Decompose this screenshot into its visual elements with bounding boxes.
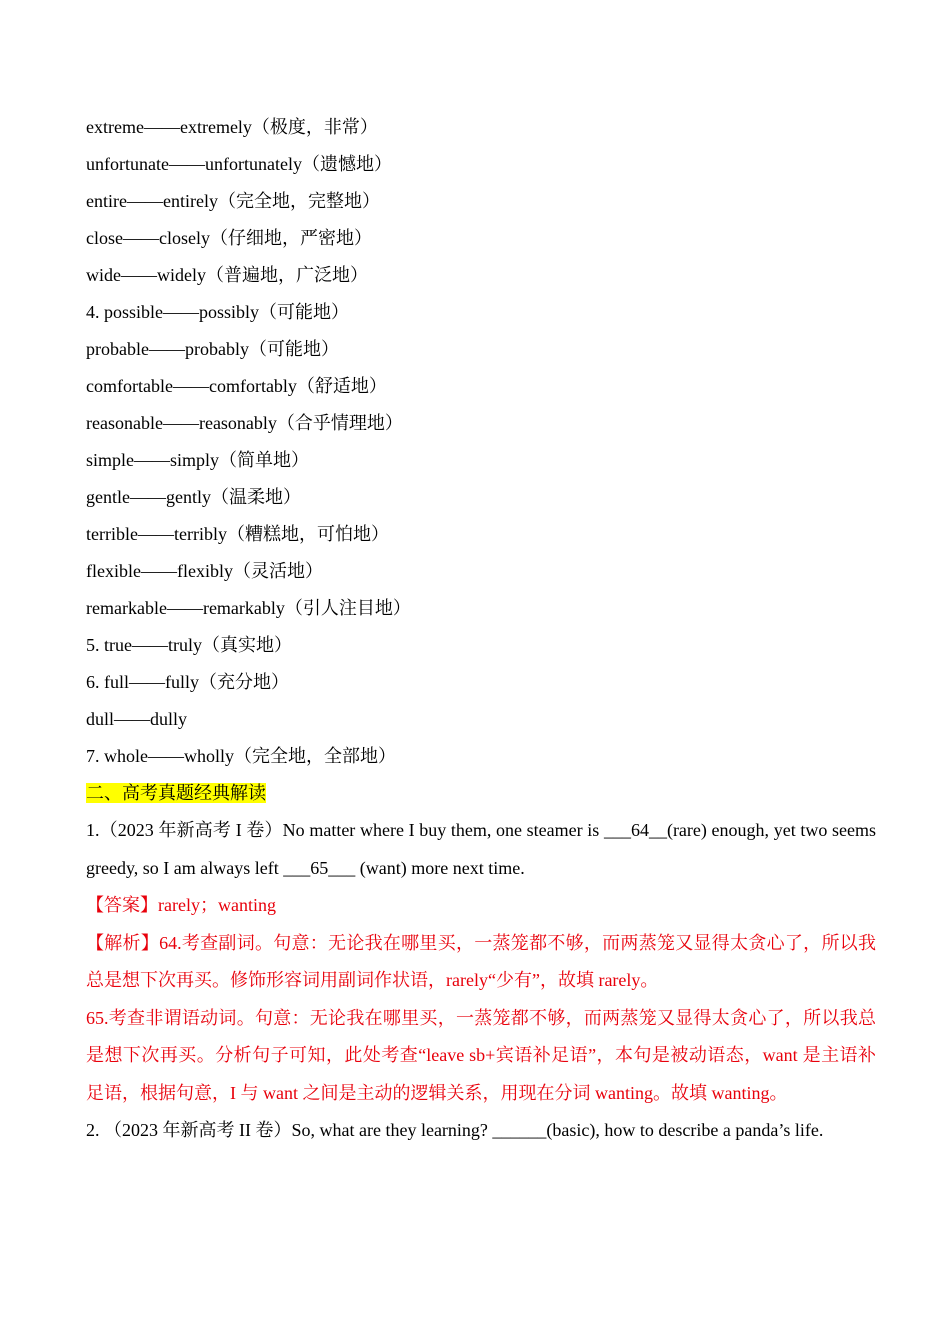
vocab-item: terrible——terribly（糟糕地，可怕地）: [86, 524, 389, 544]
document-content: [86, 109, 876, 1150]
section-heading: [86, 775, 876, 812]
question-2: 2. （2023 年新高考 II 卷）So, what are they learning? ______(basic), how to describe a panda’s life.: [86, 1120, 824, 1140]
vocab-list: [86, 109, 876, 775]
section-title: 二、高考真题经典解读: [86, 783, 266, 803]
analysis-1-part-65: 65.考查非谓语动词。句意：无论我在哪里买，一蒸笼都不够，而两蒸笼又显得太贪心了，所以我总是想下次再买。分析句子可知，此处考查“leave sb+宾语补足语”，本句是被动语态，want 是主语补足语，根据句意，I 与 want 之间是主动的逻辑关系，用现在分词 wanting。故填 wanting。: [86, 1007, 876, 1103]
vocab-item: gentle——gently（温柔地）: [86, 487, 301, 507]
vocab-item: unfortunate——unfortunately（遗憾地）: [86, 154, 392, 174]
vocab-item: simple——simply（简单地）: [86, 450, 310, 470]
vocab-item: 4. possible——possibly（可能地）: [86, 302, 350, 322]
vocab-item: 5. true——truly（真实地）: [86, 635, 292, 655]
vocab-item: flexible——flexibly（灵活地）: [86, 561, 323, 581]
vocab-item: dull——dully: [86, 709, 188, 729]
vocab-item: 7. whole——wholly（完全地，全部地）: [86, 746, 396, 766]
vocab-item: comfortable——comfortably（舒适地）: [86, 376, 387, 396]
analysis-1-part-64: 【解析】64.考查副词。句意：无论我在哪里买，一蒸笼都不够，而两蒸笼又显得太贪心了，所以我总是想下次再买。修饰形容词用副词作状语，rarely“少有”，故填 rarely。: [86, 932, 876, 990]
vocab-item: extreme——extremely（极度，非常）: [86, 117, 378, 137]
question-1: 1.（2023 年新高考 I 卷）No matter where I buy them, one steamer is ___64__(rare) enough, yet two seems greedy, so I am always left ___65___ (want) more next time.: [86, 820, 876, 878]
vocab-item: probable——probably（可能地）: [86, 339, 339, 359]
vocab-item: close——closely（仔细地，严密地）: [86, 228, 372, 248]
vocab-item: entire——entirely（完全地，完整地）: [86, 191, 380, 211]
vocab-item: wide——widely（普遍地，广泛地）: [86, 265, 368, 285]
vocab-item: 6. full——fully（充分地）: [86, 672, 289, 692]
vocab-item: reasonable——reasonably（合乎情理地）: [86, 413, 403, 433]
answer-1: 【答案】rarely；wanting: [86, 895, 276, 915]
vocab-item: remarkable——remarkably（引人注目地）: [86, 598, 411, 618]
